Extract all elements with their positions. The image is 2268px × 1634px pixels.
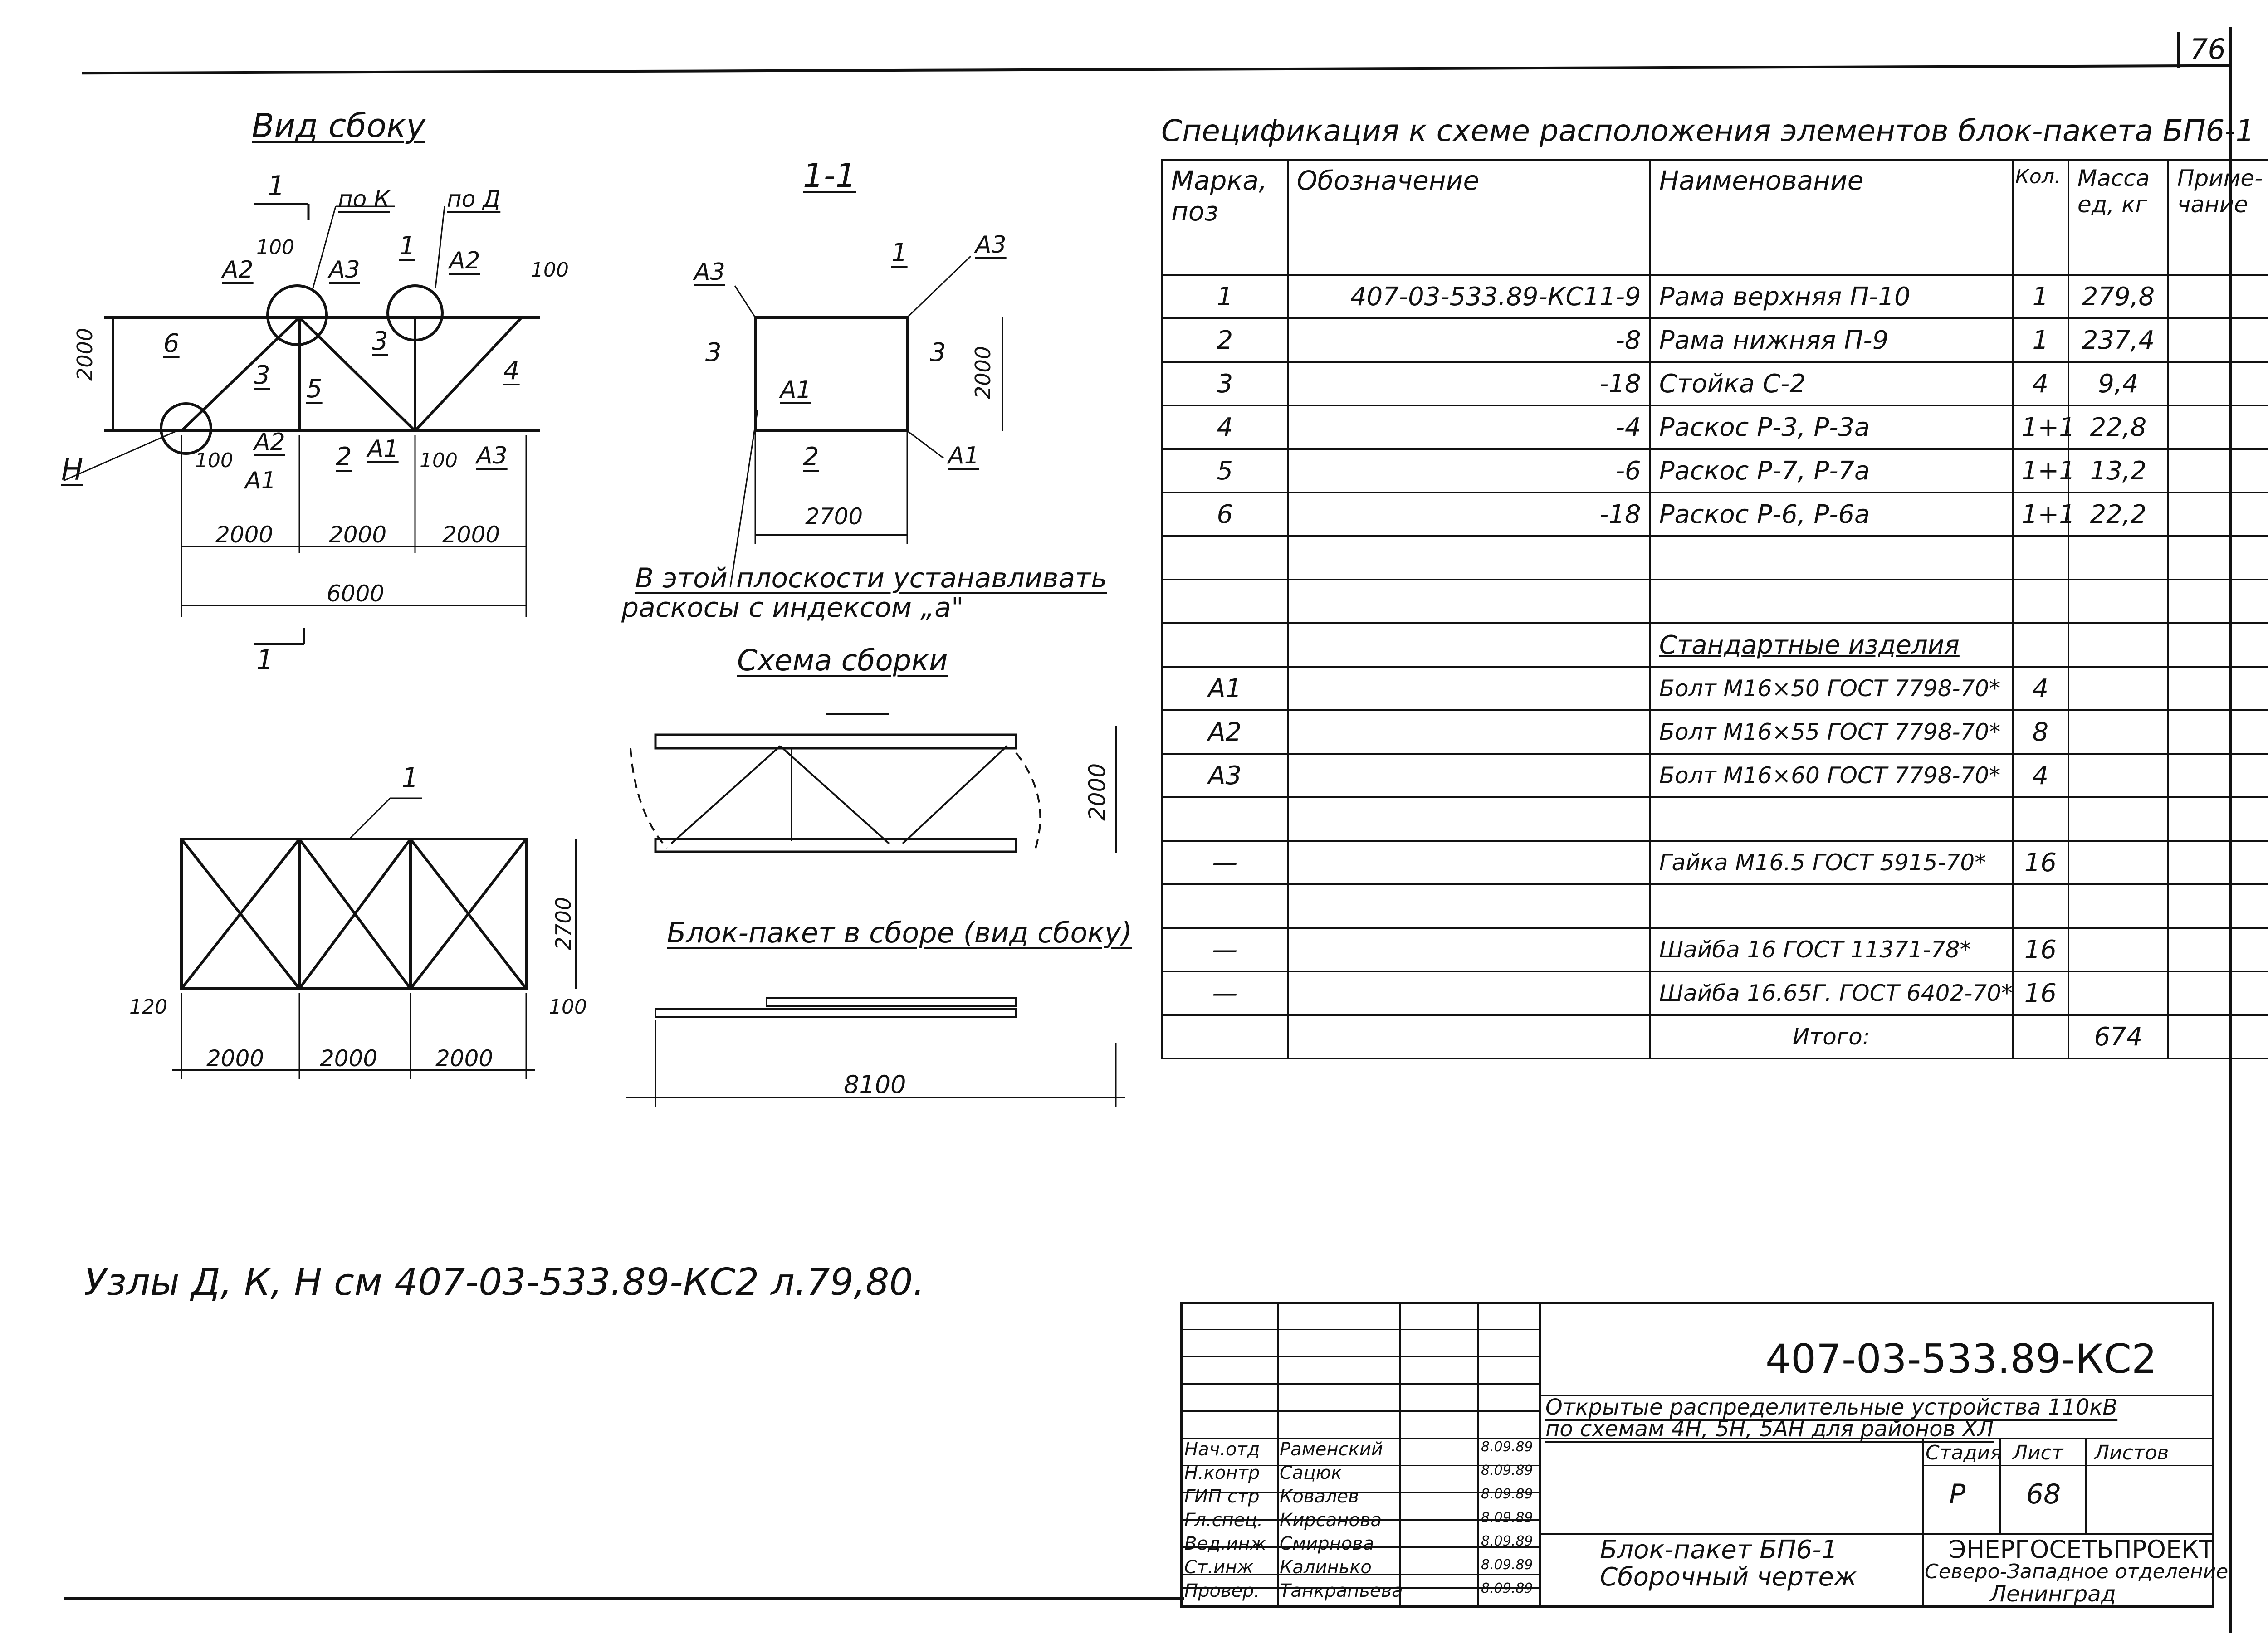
section-width-2700: 2700: [805, 503, 863, 530]
spec-cell-mark: А3: [1162, 754, 1288, 797]
side-dim-2000-3: 2000: [442, 522, 500, 548]
sheet-value: 68: [2026, 1478, 2061, 1510]
side-view-title: Вид сбоку: [252, 107, 425, 145]
pos-4-label: 4: [503, 356, 520, 385]
spec-cell-note: [2168, 493, 2268, 536]
spec-cell-mass: [2068, 928, 2168, 971]
section-note-line2: раскосы с индексом „а": [621, 592, 964, 624]
spec-cell-designation: [1288, 623, 1650, 667]
nodes-note: Узлы Д, К, Н см 407-03-533.89-КС2 л.79,80.: [84, 1261, 925, 1304]
spec-cell-designation: [1288, 710, 1650, 754]
spec-cell-qty: 1: [2013, 275, 2068, 318]
a2-bottom: А2: [254, 429, 285, 456]
spec-row: [1162, 884, 2268, 928]
spec-cell-qty: 1: [2013, 318, 2068, 362]
spec-cell-name: Гайка М16.5 ГОСТ 5915-70*: [1650, 841, 2013, 884]
stage-header: Стадия: [1926, 1441, 2002, 1464]
plan-dim-100: 100: [549, 995, 587, 1019]
plan-pos-1: 1: [401, 762, 419, 794]
spec-cell-note: [2168, 797, 2268, 841]
spec-cell-qty: 4: [2013, 667, 2068, 710]
spec-cell-designation: -4: [1288, 405, 1650, 449]
spec-row: [1162, 318, 2268, 362]
a1-bottom-left: А1: [245, 467, 276, 494]
staff-role: Ст.инж: [1184, 1557, 1254, 1578]
spec-cell-mark: —: [1162, 841, 1288, 884]
spec-row: [1162, 493, 2268, 536]
spec-cell-name: [1650, 797, 2013, 841]
spec-header-mark: Марка, поз: [1162, 160, 1288, 275]
spec-cell-name: Итого:: [1650, 1015, 2013, 1058]
spec-cell-name: Стойка С-2: [1650, 362, 2013, 405]
assembly-length-8100: 8100: [844, 1070, 906, 1099]
a3-top: А3: [329, 256, 360, 283]
spec-cell-note: [2168, 580, 2268, 623]
section-title: 1-1: [803, 156, 856, 195]
pos-6-label: 6: [163, 329, 180, 358]
spec-cell-mark: 3: [1162, 362, 1288, 405]
spec-row: [1162, 580, 2268, 623]
spec-cell-name: Стандартные изделия: [1650, 623, 2013, 667]
spec-cell-qty: [2013, 580, 2068, 623]
spec-cell-qty: [2013, 536, 2068, 580]
spec-header-designation: Обозначение: [1288, 160, 1650, 275]
spec-cell-mass: 9,4: [2068, 362, 2168, 405]
org-line1: ЭНЕРГОСЕТЬПРОЕКТ: [1949, 1535, 2214, 1564]
org-line2: Северо-Западное отделение: [1925, 1560, 2229, 1583]
staff-date: 8.09.89: [1481, 1510, 1533, 1526]
spec-header-qty: Кол.: [2013, 160, 2068, 275]
a2-top-right: А2: [449, 247, 480, 274]
a3-bottom: А3: [476, 442, 508, 469]
staff-role: Н.контр: [1184, 1463, 1260, 1483]
spec-cell-name: Шайба 16 ГОСТ 11371-78*: [1650, 928, 2013, 971]
spec-cell-name: Болт М16×50 ГОСТ 7798-70*: [1650, 667, 2013, 710]
org-line3: Ленинград: [1990, 1581, 2116, 1607]
spec-cell-mass: 13,2: [2068, 449, 2168, 493]
staff-role: ГИП стр: [1184, 1486, 1260, 1507]
pos-5-label: 5: [306, 374, 323, 404]
spec-cell-qty: 16: [2013, 971, 2068, 1015]
spec-cell-qty: [2013, 884, 2068, 928]
spec-cell-mass: 279,8: [2068, 275, 2168, 318]
section-a1-inner: А1: [780, 376, 811, 404]
a2-top-left: А2: [222, 256, 254, 283]
spec-cell-mass: 237,4: [2068, 318, 2168, 362]
staff-role: Нач.отд: [1184, 1439, 1260, 1460]
assembly-height-2000: 2000: [1084, 763, 1110, 821]
spec-cell-note: [2168, 449, 2268, 493]
pos-3a-label: 3: [254, 361, 270, 390]
dim-100-d: 100: [420, 449, 458, 472]
spec-cell-mark: [1162, 580, 1288, 623]
spec-cell-mass: [2068, 623, 2168, 667]
staff-name: Ковалев: [1280, 1486, 1359, 1507]
plan-dim-2000-2: 2000: [320, 1045, 378, 1072]
spec-header-name: Наименование: [1650, 160, 2013, 275]
spec-cell-name: Раскос Р-6, Р-6а: [1650, 493, 2013, 536]
spec-cell-designation: [1288, 580, 1650, 623]
spec-header-note: Приме-чание: [2168, 160, 2268, 275]
spec-cell-designation: [1288, 841, 1650, 884]
spec-row: [1162, 623, 2268, 667]
spec-cell-name: [1650, 580, 2013, 623]
spec-cell-note: [2168, 841, 2268, 884]
staff-name: Сацюк: [1280, 1463, 1342, 1483]
cut-mark-bottom: 1: [256, 644, 274, 676]
spec-cell-qty: 1+1: [2013, 449, 2068, 493]
spec-cell-name: Болт М16×55 ГОСТ 7798-70*: [1650, 710, 2013, 754]
spec-cell-qty: 8: [2013, 710, 2068, 754]
spec-cell-note: [2168, 971, 2268, 1015]
node-h-label: Н: [61, 454, 83, 487]
spec-header-row: [1162, 160, 2268, 275]
spec-cell-note: [2168, 362, 2268, 405]
section-pos-3-left: 3: [705, 338, 722, 367]
spec-title: Спецификация к схеме расположения элементов блок-пакета БП6-1: [1161, 113, 2255, 148]
spec-cell-mark: 4: [1162, 405, 1288, 449]
spec-cell-note: [2168, 405, 2268, 449]
drawing-name-line2: Сборочный чертеж: [1600, 1562, 1857, 1592]
sheet-number: 76: [2190, 33, 2226, 66]
dim-100-b: 100: [531, 259, 569, 282]
section-height-2000: 2000: [971, 346, 995, 399]
spec-row: [1162, 710, 2268, 754]
spec-cell-note: [2168, 318, 2268, 362]
spec-cell-note: [2168, 536, 2268, 580]
spec-cell-designation: -18: [1288, 493, 1650, 536]
spec-cell-mark: —: [1162, 928, 1288, 971]
spec-cell-designation: -18: [1288, 362, 1650, 405]
spec-table: [1161, 159, 2268, 1059]
spec-cell-mass: [2068, 667, 2168, 710]
spec-cell-qty: [2013, 1015, 2068, 1058]
spec-cell-mark: 6: [1162, 493, 1288, 536]
staff-role: Вед.инж: [1184, 1533, 1266, 1554]
spec-cell-mass: [2068, 971, 2168, 1015]
spec-cell-designation: [1288, 971, 1650, 1015]
section-a3-left: А3: [694, 259, 725, 286]
sheets-header: Листов: [2094, 1441, 2169, 1464]
node-d-label: по Д: [447, 186, 501, 212]
spec-row: [1162, 449, 2268, 493]
spec-cell-qty: 1+1: [2013, 405, 2068, 449]
spec-cell-designation: [1288, 884, 1650, 928]
spec-cell-designation: [1288, 667, 1650, 710]
spec-cell-mass: 22,2: [2068, 493, 2168, 536]
sheet-header: Лист: [2013, 1441, 2063, 1464]
spec-row: [1162, 928, 2268, 971]
spec-cell-qty: [2013, 623, 2068, 667]
spec-cell-mass: 674: [2068, 1015, 2168, 1058]
spec-cell-designation: [1288, 928, 1650, 971]
spec-cell-mass: [2068, 841, 2168, 884]
spec-cell-mark: [1162, 884, 1288, 928]
plan-dim-2000-1: 2000: [206, 1045, 264, 1072]
spec-cell-designation: 407-03-533.89-КС11-9: [1288, 275, 1650, 318]
spec-row: [1162, 841, 2268, 884]
spec-cell-note: [2168, 667, 2268, 710]
spec-cell-designation: [1288, 797, 1650, 841]
spec-cell-mark: А1: [1162, 667, 1288, 710]
staff-name: Смирнова: [1280, 1533, 1374, 1554]
side-total-6000: 6000: [327, 580, 385, 607]
project-line1: Открытые распределительные устройства 110кВ: [1545, 1395, 2118, 1420]
spec-cell-name: Раскос Р-3, Р-3а: [1650, 405, 2013, 449]
staff-date: 8.09.89: [1481, 1533, 1533, 1549]
assembly-scheme-title: Схема сборки: [737, 644, 948, 678]
pos-3b-label: 3: [372, 327, 388, 356]
spec-cell-note: [2168, 884, 2268, 928]
spec-row: [1162, 971, 2268, 1015]
staff-date: 8.09.89: [1481, 1463, 1533, 1478]
spec-cell-note: [2168, 710, 2268, 754]
spec-cell-name: Раскос Р-7, Р-7а: [1650, 449, 2013, 493]
spec-cell-note: [2168, 623, 2268, 667]
plan-dim-120: 120: [129, 995, 167, 1019]
spec-cell-qty: 4: [2013, 362, 2068, 405]
spec-header-mass: Масса ед, кг: [2068, 160, 2168, 275]
spec-cell-name: Рама верхняя П-10: [1650, 275, 2013, 318]
spec-row: [1162, 275, 2268, 318]
pos-1-label: 1: [399, 231, 415, 261]
spec-cell-mark: [1162, 1015, 1288, 1058]
staff-date: 8.09.89: [1481, 1439, 1533, 1455]
doc-code: 407-03-533.89-КС2: [1765, 1336, 2157, 1382]
spec-cell-mark: [1162, 623, 1288, 667]
spec-cell-note: [2168, 275, 2268, 318]
staff-name: Кирсанова: [1280, 1510, 1382, 1531]
staff-name: Калинько: [1280, 1557, 1372, 1578]
staff-date: 8.09.89: [1481, 1557, 1533, 1573]
spec-cell-mark: 5: [1162, 449, 1288, 493]
staff-role: Провер.: [1184, 1580, 1260, 1601]
stage-value: Р: [1949, 1478, 1966, 1510]
staff-name: Танкрапьева: [1280, 1580, 1403, 1601]
plan-height-2700: 2700: [551, 897, 576, 950]
spec-cell-name: Рама нижняя П-9: [1650, 318, 2013, 362]
section-pos-2: 2: [803, 442, 819, 472]
spec-row: [1162, 536, 2268, 580]
section-pos-3-right: 3: [930, 338, 946, 367]
spec-row: [1162, 754, 2268, 797]
plan-dim-2000-3: 2000: [435, 1045, 494, 1072]
staff-date: 8.09.89: [1481, 1486, 1533, 1502]
spec-row: [1162, 797, 2268, 841]
section-note-line1: В этой плоскости устанавливать: [635, 562, 1107, 594]
pos-2-label: 2: [336, 442, 352, 472]
spec-row: [1162, 1015, 2268, 1058]
spec-cell-qty: 4: [2013, 754, 2068, 797]
spec-cell-mark: [1162, 797, 1288, 841]
spec-cell-mass: 22,8: [2068, 405, 2168, 449]
spec-cell-mass: [2068, 580, 2168, 623]
title-block: [1180, 1302, 2229, 1608]
staff-name: Раменский: [1280, 1439, 1383, 1460]
spec-cell-mark: —: [1162, 971, 1288, 1015]
side-dim-2000-2: 2000: [329, 522, 387, 548]
spec-cell-mass: [2068, 884, 2168, 928]
spec-cell-mark: А2: [1162, 710, 1288, 754]
spec-cell-qty: [2013, 797, 2068, 841]
staff-role: Гл.спец.: [1184, 1510, 1263, 1531]
spec-cell-name: Болт М16×60 ГОСТ 7798-70*: [1650, 754, 2013, 797]
spec-cell-mark: 2: [1162, 318, 1288, 362]
side-height-2000: 2000: [73, 327, 97, 381]
staff-date: 8.09.89: [1481, 1580, 1533, 1596]
spec-cell-note: [2168, 928, 2268, 971]
dim-100-c: 100: [195, 449, 233, 472]
spec-cell-mark: [1162, 536, 1288, 580]
spec-cell-mass: [2068, 797, 2168, 841]
a1-bottom-mid: А1: [367, 435, 399, 463]
section-a1-right: А1: [948, 442, 979, 469]
spec-row: [1162, 667, 2268, 710]
spec-cell-designation: [1288, 1015, 1650, 1058]
node-k-label: по К: [338, 186, 390, 212]
spec-cell-designation: [1288, 536, 1650, 580]
spec-cell-note: [2168, 1015, 2268, 1058]
drawing-name-line1: Блок-пакет БП6-1: [1600, 1535, 1838, 1565]
spec-cell-name: [1650, 884, 2013, 928]
spec-cell-qty: 16: [2013, 928, 2068, 971]
spec-cell-mass: [2068, 536, 2168, 580]
spec-cell-qty: 1+1: [2013, 493, 2068, 536]
spec-cell-name: Шайба 16.65Г. ГОСТ 6402-70*: [1650, 971, 2013, 1015]
dim-100-a: 100: [256, 236, 294, 259]
spec-row: [1162, 405, 2268, 449]
spec-cell-designation: -6: [1288, 449, 1650, 493]
side-dim-2000-1: 2000: [215, 522, 274, 548]
spec-row: [1162, 362, 2268, 405]
spec-cell-mark: 1: [1162, 275, 1288, 318]
spec-cell-designation: -8: [1288, 318, 1650, 362]
spec-cell-qty: 16: [2013, 841, 2068, 884]
spec-cell-note: [2168, 754, 2268, 797]
spec-cell-mass: [2068, 710, 2168, 754]
section-a3-right: А3: [975, 231, 1007, 259]
spec-cell-name: [1650, 536, 2013, 580]
assembled-title: Блок-пакет в сборе (вид сбоку): [667, 916, 1132, 949]
cut-mark-top: 1: [268, 170, 285, 202]
section-pos-1: 1: [891, 238, 908, 268]
spec-cell-designation: [1288, 754, 1650, 797]
spec-cell-mass: [2068, 754, 2168, 797]
project-line2: по схемам 4Н, 5Н, 5АН для районов ХЛ: [1545, 1416, 1994, 1442]
